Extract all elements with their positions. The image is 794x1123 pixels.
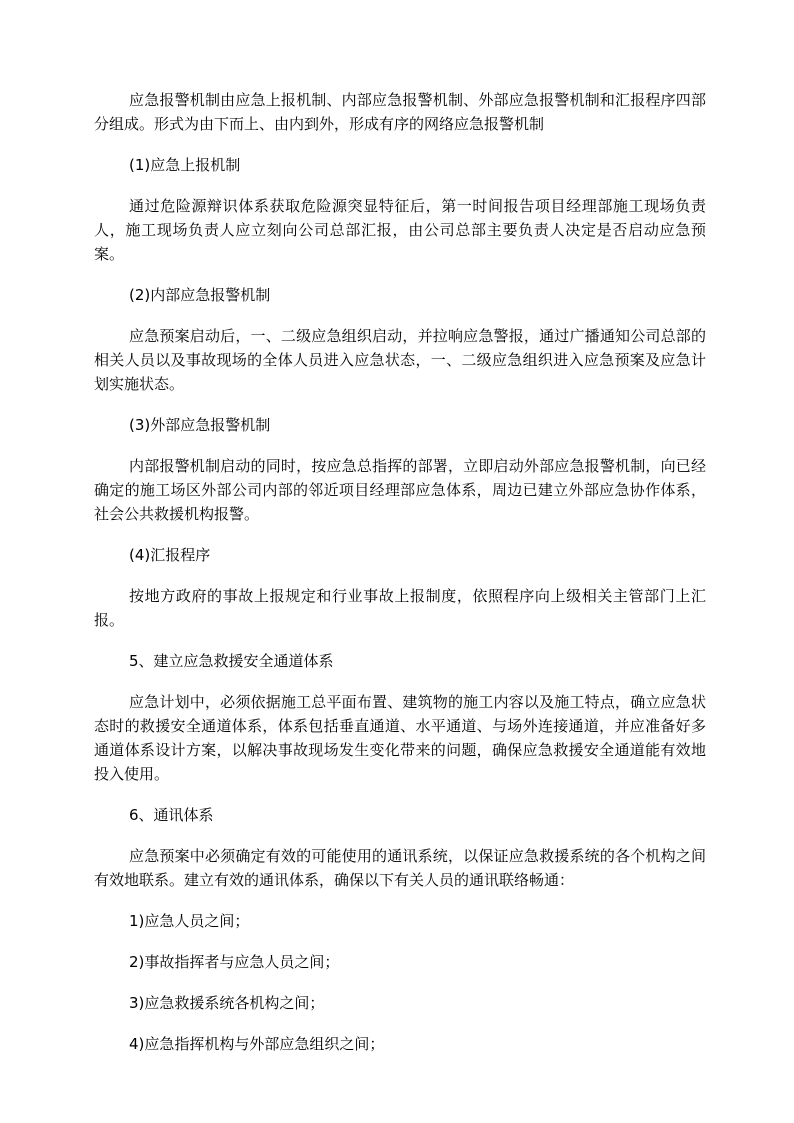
heading-external-alarm: (3)外部应急报警机制 <box>129 416 271 434</box>
heading-emergency-reporting: (1)应急上报机制 <box>129 156 241 174</box>
list-item-communication-2: 2)事故指挥者与应急人员之间； <box>129 953 340 971</box>
list-item-communication-4: 4)应急指挥机构与外部应急组织之间； <box>129 1035 385 1053</box>
heading-communication-system: 6、通讯体系 <box>129 806 214 824</box>
paragraph-alarm-mechanism-intro: 应急报警机制由应急上报机制、内部应急报警机制、外部应急报警机制和汇报程序四部分组成。形式为由下而上、由内到外，形成有序的网络应急报警机制 <box>94 91 706 133</box>
heading-rescue-passage: 5、建立应急救援安全通道体系 <box>129 652 334 670</box>
paragraph-internal-alarm: 应急预案启动后，一、二级应急组织启动，并拉响应急警报，通过广播通知公司总部的相关人员以及事故现场的全体人员进入应急状态，一、二级应急组织进入应急预案及应急计划实施状态。 <box>94 327 706 393</box>
list-item-communication-1: 1)应急人员之间； <box>129 912 250 930</box>
heading-report-procedure: (4)汇报程序 <box>129 546 211 564</box>
paragraph-emergency-reporting: 通过危险源辩识体系获取危险源突显特征后，第一时间报告项目经理部施工现场负责人，施工现场负责人应立刻向公司总部汇报，由公司总部主要负责人决定是否启动应急预案。 <box>94 197 706 263</box>
paragraph-report-procedure: 按地方政府的事故上报规定和行业事故上报制度，依照程序向上级相关主管部门上汇报。 <box>94 587 706 629</box>
paragraph-rescue-passage: 应急计划中，必须依据施工总平面布置、建筑物的施工内容以及施工特点，确立应急状态时的救援安全通道体系，体系包括垂直通道、水平通道、与场外连接通道，并应准备好多通道体系设计方案，以解决事故现场发生变化带来的问题，确保应急救援安全通道能有效地投入使用。 <box>94 693 706 783</box>
list-item-communication-3: 3)应急救援系统各机构之间； <box>129 994 325 1012</box>
document-body <box>94 88 706 1073</box>
paragraph-external-alarm: 内部报警机制启动的同时，按应急总指挥的部署，立即启动外部应急报警机制，向已经确定的施工场区外部公司内部的邻近项目经理部应急体系，周边已建立外部应急协作体系，社会公共救援机构报警。 <box>94 457 706 523</box>
heading-internal-alarm: (2)内部应急报警机制 <box>129 286 271 304</box>
paragraph-communication-system: 应急预案中必须确定有效的可能使用的通讯系统，以保证应急救援系统的各个机构之间有效地联系。建立有效的通讯体系，确保以下有关人员的通讯联络畅通： <box>94 847 706 889</box>
